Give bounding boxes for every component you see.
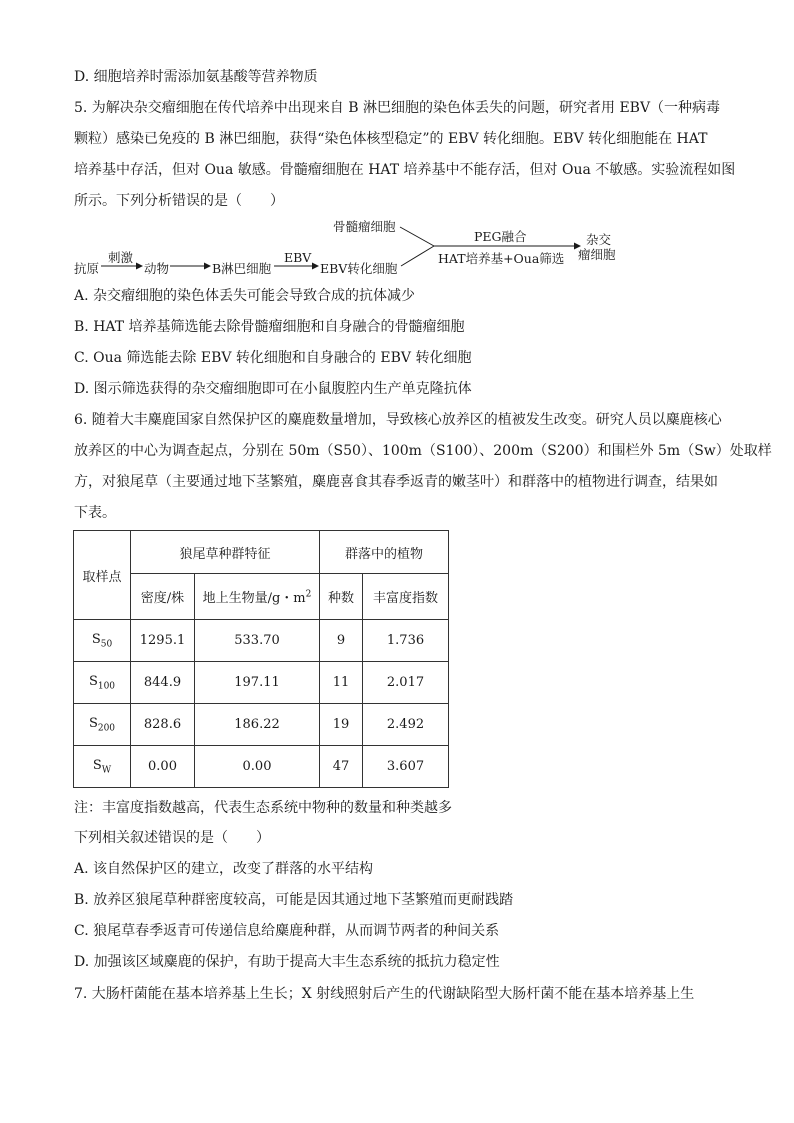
option-c: C. Oua 筛选能去除 EBV 转化细胞和自身融合的 EBV 转化细胞 (74, 350, 472, 366)
header-site: 取样点 (74, 531, 131, 620)
header-biomass: 地上生物量/g・$m^2$ (195, 574, 320, 620)
site-cell: $S_{200}$ (74, 704, 131, 746)
species-cell: 11 (320, 662, 363, 704)
survey-table (73, 530, 449, 788)
species-cell: 19 (320, 704, 363, 746)
question-7-text: 7. 大肠杆菌能在基本培养基上生长；X 射线照射后产生的代谢缺陷型大肠杆菌不能在基本培养基上生 (74, 986, 695, 1002)
biomass-cell: 0.00 (195, 746, 320, 788)
header-community: 群落中的植物 (320, 531, 449, 574)
flow-peg-label: PEG融合 (474, 229, 527, 244)
density-cell: 828.6 (131, 704, 195, 746)
option-d: D. 加强该区域麋鹿的保护，有助于提高大丰生态系统的抵抗力稳定性 (74, 954, 500, 970)
species-cell: 9 (320, 620, 363, 662)
question-6-text: 方，对狼尾草（主要通过地下茎繁殖，麋鹿喜食其春季返青的嫩茎叶）和群落中的植物进行调查，结果如 (74, 474, 718, 490)
richness-cell: 1.736 (363, 620, 449, 662)
option-d-line: D. 细胞培养时需添加氨基酸等营养物质 (74, 69, 318, 85)
density-cell: 844.9 (131, 662, 195, 704)
table-row (74, 704, 449, 746)
table-row (74, 620, 449, 662)
richness-cell: 3.607 (363, 746, 449, 788)
question-5-text: 颗粒）感染已免疫的 B 淋巴细胞，获得“染色体核型稳定”的 EBV 转化细胞。EBV 转化细胞能在 HAT (74, 131, 708, 147)
flow-merge-line (401, 246, 434, 266)
flow-myeloma-label: 骨髓瘤细胞 (333, 219, 396, 234)
header-density: 密度/株 (131, 574, 195, 620)
header-richness: 丰富度指数 (363, 574, 449, 620)
option-b: B. 放养区狼尾草种群密度较高，可能是因其通过地下茎繁殖而更耐践踏 (74, 892, 514, 908)
density-cell: 0.00 (131, 746, 195, 788)
biomass-cell: 533.70 (195, 620, 320, 662)
question-6-text: 下表。 (74, 505, 116, 521)
richness-cell: 2.492 (363, 704, 449, 746)
question-5-text: 培养基中存活，但对 Oua 敏感。骨髓瘤细胞在 HAT 培养基中不能存活，但对 Oua 不敏感。实验流程如图 (74, 162, 736, 178)
richness-cell: 2.017 (363, 662, 449, 704)
flow-ebv-label: EBV (284, 250, 312, 265)
site-cell: $S_W$ (74, 746, 131, 788)
option-c: C. 狼尾草春季返青可传递信息给麋鹿种群，从而调节两者的种间关系 (74, 923, 500, 939)
option-a: A. 杂交瘤细胞的染色体丢失可能会导致合成的抗体减少 (74, 288, 416, 304)
option-a: A. 该自然保护区的建立，改变了群落的水平结构 (74, 861, 374, 877)
option-b: B. HAT 培养基筛选能去除骨髓瘤细胞和自身融合的骨髓瘤细胞 (74, 319, 465, 335)
question-5-text: 5. 为解决杂交瘤细胞在传代培养中出现来自 B 淋巴细胞的染色体丢失的问题，研究者用 EBV（一种病毒 (74, 100, 721, 116)
question-6-stem: 下列相关叙述错误的是（ ） (74, 830, 270, 846)
site-cell: $S_{100}$ (74, 662, 131, 704)
header-species: 种数 (320, 574, 363, 620)
flow-stimulate-label: 刺激 (108, 250, 134, 265)
question-5-text: 所示。下列分析错误的是（ ） (74, 193, 284, 209)
experiment-flow-diagram (0, 0, 794, 290)
biomass-cell: 197.11 (195, 662, 320, 704)
flow-animal-label: 动物 (144, 261, 170, 276)
site-cell: $S_{50}$ (74, 620, 131, 662)
biomass-cell: 186.22 (195, 704, 320, 746)
flow-hybrid-label: 瘤细胞 (578, 247, 616, 262)
header-population: 狼尾草种群特征 (131, 531, 320, 574)
option-d: D. 图示筛选获得的杂交瘤细胞即可在小鼠腹腔内生产单克隆抗体 (74, 381, 472, 397)
table-note: 注：丰富度指数越高，代表生态系统中物种的数量和种类越多 (74, 800, 452, 816)
question-6-text: 6. 随着大丰麋鹿国家自然保护区的麋鹿数量增加，导致核心放养区的植被发生改变。研究人员以麋鹿核心 (74, 412, 722, 428)
flow-ebv-cell-label: EBV转化细胞 (320, 261, 398, 276)
flow-hat-label: HAT培养基+Oua筛选 (438, 251, 565, 266)
species-cell: 47 (320, 746, 363, 788)
flow-antigen-label: 抗原 (74, 261, 100, 276)
flow-b-cell-label: B淋巴细胞 (212, 261, 272, 276)
table-row (74, 746, 449, 788)
table-row (74, 662, 449, 704)
flow-hybrid-label: 杂交 (586, 232, 612, 247)
question-6-text: 放养区的中心为调查起点，分别在 50m（S50）、100m（S100）、200m（S200）和围栏外 5m（Sw）处取样 (74, 443, 772, 459)
density-cell: 1295.1 (131, 620, 195, 662)
flow-merge-line (400, 227, 434, 246)
